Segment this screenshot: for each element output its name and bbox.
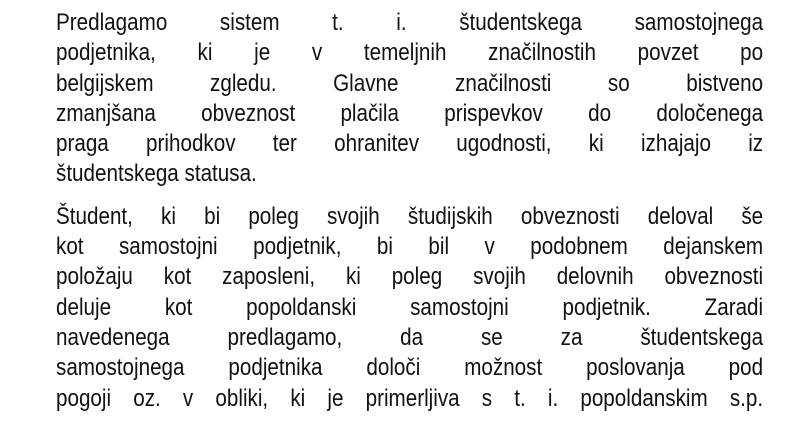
text-line: samostojnega podjetnika določi možnost poslovanja pod — [56, 354, 764, 382]
text-line: deluje kot popoldanski samostojni podjetnik. Zaradi — [56, 293, 764, 321]
document-body — [56, 8, 763, 414]
text-line: Študent, ki bi poleg svojih študijskih obveznosti deloval še — [56, 202, 764, 230]
text-line: študentskega statusa. — [56, 160, 257, 188]
text-line: zmanjšana obveznost plačila prispevkov do določenega — [56, 99, 764, 127]
text-line: praga prihodkov ter ohranitev ugodnosti, ki izhajajo iz — [56, 130, 764, 158]
text-line: podjetnika, ki je v temeljnih značilnostih povzet po — [56, 39, 764, 67]
text-line: Predlagamo sistem t. i. študentskega samostojnega — [56, 9, 764, 36]
paragraph-2 — [56, 202, 763, 414]
text-line: kot samostojni podjetnik, bi bil v podobnem dejanskem — [56, 233, 764, 261]
paragraph-1 — [56, 8, 763, 190]
text-line: navedenega predlagamo, da se za študentskega — [56, 323, 764, 351]
text-line: belgijskem zgledu. Glavne značilnosti so bistveno — [56, 69, 764, 97]
text-line: pogoji oz. v obliki, ki je primerljiva s t. i. popoldanskim s.p. — [56, 384, 764, 412]
text-line: položaju kot zaposleni, ki poleg svojih delovnih obveznosti — [56, 263, 764, 291]
